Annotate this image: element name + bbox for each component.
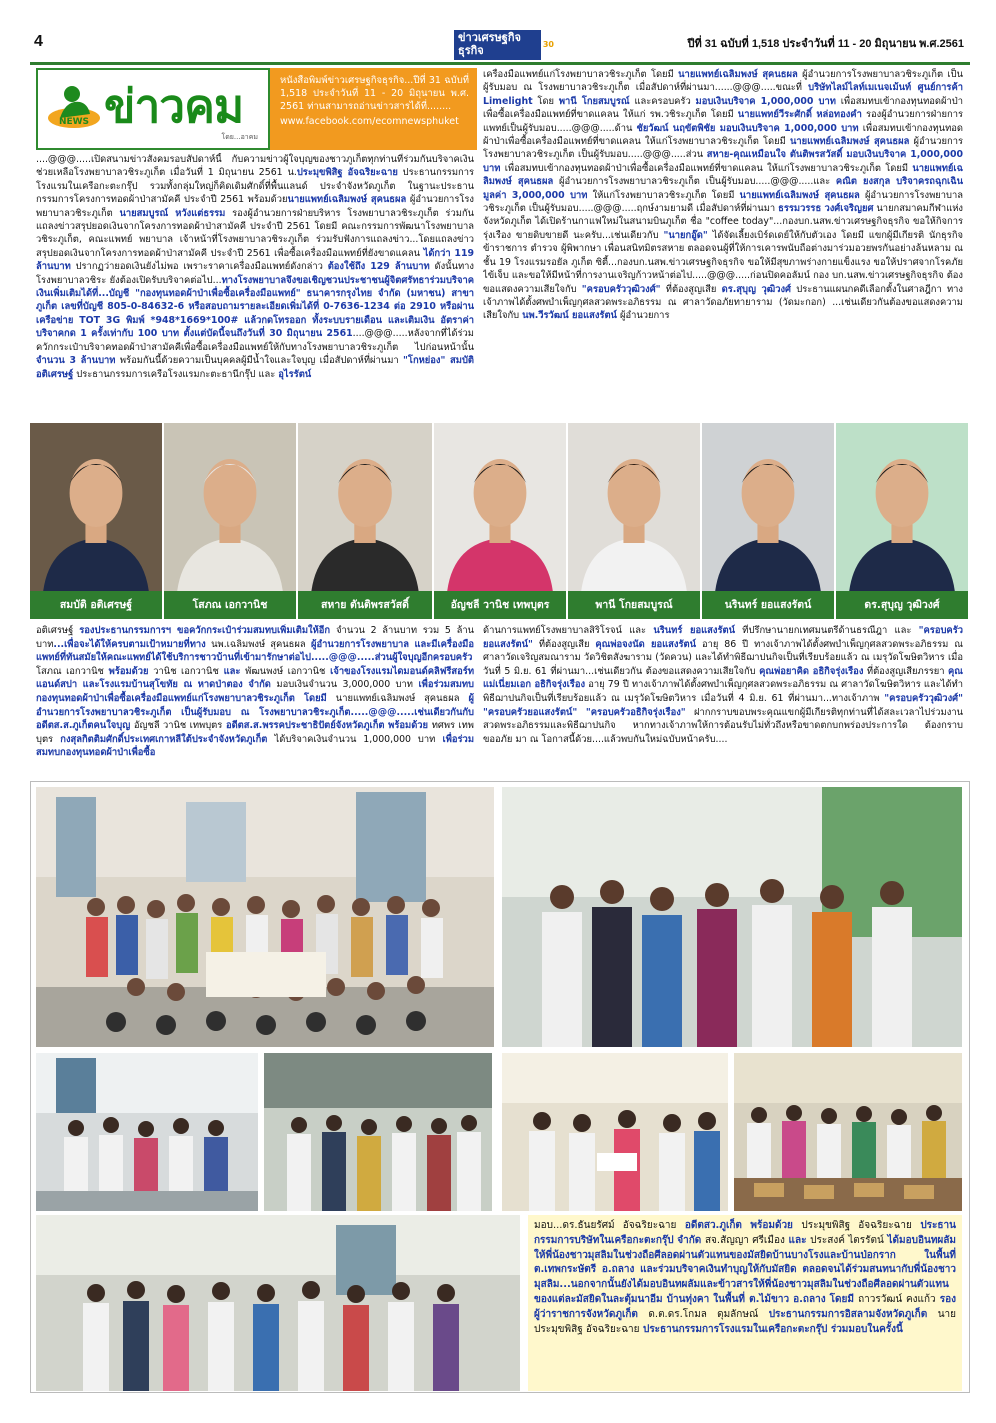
article-paragraph — [483, 68, 963, 323]
highlighted-name: ได้กว่า 119 ล้านบาท — [36, 247, 474, 273]
highlighted-name: และ — [784, 1234, 811, 1246]
promo-link[interactable]: www.facebook.com/ecomnewsphuket — [280, 115, 459, 127]
body-text: ที่ปรึกษานายกเทศมนตรีด้านธรณีฎา และ — [734, 625, 919, 636]
body-text: ที่ต้องสูญเสีย — [532, 638, 596, 650]
highlighted-name: มอบเงินบริจาค 1,000,000 บาท — [695, 95, 836, 107]
highlighted-name: ดร.สุบุญ วุฒิวงศ์ — [721, 283, 792, 295]
body-text: มอบเงินจำนวน 3,000,000 บาท — [276, 679, 413, 691]
portrait-photo — [702, 423, 834, 591]
highlighted-name: เพื่อร่วมสมทบกองทุนทอดผ้าป่าเพื่อซื้อ — [36, 733, 474, 759]
portrait-caption: พานี โกยสมบูรณ์ — [568, 591, 700, 619]
highlighted-name: ประธานกรรมการโรงแรมในเครือกะตะกรุ๊ป ร่วมมอบในครั้งนี้ — [639, 1323, 903, 1335]
article-paragraph — [483, 624, 963, 746]
portrait-caption: นรินทร์ ยอแสงรัตน์ — [702, 591, 834, 619]
body-text: ประมุขพิสิฐ อัจฉริยะฉาย — [801, 1220, 912, 1231]
promo-box — [270, 68, 477, 150]
page-number: 4 — [34, 33, 43, 50]
body-text: นายกสมาคมกีฬาแห่งจังหวัดภูเก็ต ได้เปิดร้านกาแฟใหม่ในสนามบินภูเก็ต ชื่อ "coffee today"...กองบก.นสพ.ข่าวเศรษฐกิจธุรกิจ ขอให้กิจการรุ่งเรือง ขายดิบขายดี นะครับ...เช่นเดียวกับ — [483, 203, 963, 241]
portrait-photo — [30, 423, 162, 591]
masthead-name: ข่าวเศรษฐกิจธุรกิจ — [454, 30, 541, 59]
body-text: วานิช เอกวานิช — [153, 665, 219, 677]
body-text: อายุ 86 ปี ทางเจ้าภาพได้ตั้งศพบำเพ็ญกุศลสวดพระอภิธรรม ณ ศาลาวัดเจริญสมณาราม วัดวิชิตสังฆาราม (วัดควน) และได้ทำพิธีฌาปนกิจเป็นที่เรียบร้อยแล้ว ณ เมรุวัดโฆษิตวิหาร เมื่อวันที่ 5 มิ.ย. 61 ที่ผ่านมา...เช่นเดียวกัน ต้องขอแสดงความเสียใจกับ — [483, 638, 963, 677]
svg-text:NEWS: NEWS — [58, 117, 90, 127]
highlighted-name: นายแพทย์เฉลิมพงษ์ สุคนธผล — [739, 189, 860, 201]
body-text: ถาวรวัฒน์ คงแก้ว — [858, 1293, 936, 1305]
body-text: นายประมุขพิสิฐ อัจฉริยะฉาย — [534, 1308, 957, 1335]
highlighted-name: "ครอบครัวยอแสงรัตน์" — [483, 625, 963, 650]
body-text: ให้แก่โรงพยาบาลวชิระภูเก็ต โดยมี — [587, 189, 740, 201]
lower-right-column — [483, 624, 963, 776]
body-text: ดังนั้นทางโรงพยาบาลวชิระ ยังต้องเปิดรับบริจาคต่อไป... — [36, 261, 474, 286]
photo-group-outdoor — [36, 1215, 520, 1391]
highlighted-name: อุไรรัตน์ — [278, 368, 312, 380]
photo-food-table — [734, 1053, 962, 1211]
photo-presentation-2 — [264, 1053, 492, 1211]
photo-handover — [502, 1053, 728, 1211]
highlighted-name: นายแพทย์วีระศักดิ์ หล่อทองคำ — [737, 109, 862, 121]
left-column — [36, 153, 474, 421]
highlighted-name: พานี โกยสมบูรณ์ — [558, 95, 630, 107]
highlighted-name: และ — [218, 665, 246, 677]
body-text: เพื่อสมทบเข้ากองทุนทอดผ้าป่าเพื่อซื้อเครื่องมือแพทย์ที่ขาดแคลน ให้แก่ รพ.วชิระภูเก็ต โดยมี — [483, 95, 963, 121]
highlighted-name: นายแพทย์เฉลิมพงษ์ สุคนธผล — [483, 162, 963, 188]
highlighted-name: ทางโรงพยาบาลจึงขอเชิญชวนประชาชนผู้จิตศรัทธาร่วมบริจาคเงินเพิ่มเติมได้ที่...บัญชี "กองทุนทอดผ้าป่าเพื่อซื้อเครื่องมือแพทย์" ธนาคารกรุงไทย จำกัด (มหาชน) สาขาภูเก็ต เลขที่บัญชี 805-0-84632-6 หรือสอบถามรายละเอียดเพิ่มได้ที่ 0-7636-1234 ต่อ 2910 หรือผ่านเครือข่าย TOT 3G พิมพ์ *948*1669*100# แล้วกดโทรออก ทั้งระบบรายเดือน และเติมเงิน อัตราค่าบริจาคกด 1 ครั้งเท่ากับ 100 บาท ตั้งแต่บัดนี้จนถึงวันที่ 30 มิถุนายน 2561 — [36, 274, 474, 340]
portrait-photo — [164, 423, 296, 591]
highlighted-name: จำนวน 3 ล้านบาท — [36, 355, 116, 367]
portrait-photo — [434, 423, 566, 591]
body-text: นพ.เฉลิมพงษ์ สุคนธผล — [211, 638, 306, 650]
portrait-caption: ดร.สุบุญ วุฒิวงศ์ — [836, 591, 968, 619]
article-paragraph — [534, 1219, 956, 1337]
column-logo-text: ข่าวคม — [104, 79, 244, 133]
body-text: ประธานกรรมการเครือโรงแรมกะตะธานีกรุ๊ป และ — [73, 368, 279, 380]
body-text: ประธานแผนกคดีเลือกตั้งในศาลฎีกา ทางเจ้าภาพได้ตั้งศพบำเพ็ญกุศลสวดพระอภิธรรม ณ ศาลาวัดอภัยทายาราม (วัดมะกอก) ...เช่นเดียวกันต้องขอแสดงความเสียใจกับ — [483, 283, 963, 322]
body-text: ปรากฏว่ายอดเงินยังไม่พอ เพราะราคาเครื่องมือแพทย์ดังกล่าว — [70, 261, 328, 273]
news-logo-icon — [46, 78, 102, 134]
highlighted-name: ชัยวัฒน์ นฤขัตพิชัย มอบเงินบริจาค 1,000,000 บาท — [636, 122, 859, 134]
lower-left-column — [36, 624, 474, 776]
column-logo — [36, 68, 270, 150]
body-text: โสภณ เอกวานิช — [36, 665, 104, 677]
column-logo-sub: โดย...อาคม — [221, 133, 258, 142]
body-text: ประสงค์ ไตรรัตน์ — [810, 1234, 884, 1246]
body-text: ผู้อำนวยการโรงพยาบาลวชิระภูเก็ต เป็นผู้รับมอบ.....@@@.....ฤกษ์งามยามดี เมื่อสัปดาห์ที่ผ่านมา — [483, 189, 963, 215]
photo-group-donation — [36, 787, 494, 1047]
highlighted-name: นายแพทย์เฉลิมพงษ์ สุคนธผล — [287, 194, 407, 206]
photo-caption — [528, 1215, 962, 1391]
body-text: เครื่องมือแพทย์แก่โรงพยาบาลวชิระภูเก็ต โดยมี — [483, 69, 679, 80]
body-text: ด.ต.ดร.โกมล ดุมลักษณ์ — [648, 1308, 759, 1320]
photo-presentation-1 — [36, 1053, 258, 1211]
body-text: และครอบครัว — [629, 95, 696, 107]
body-text: พร้อมกันนี้ด้วยความเป็นบุคคลผู้มีน้ำใจและใจบุญ เมื่อสัปดาห์ที่ผ่านมา — [115, 355, 404, 367]
body-text: ผู้อำนวยการ — [616, 310, 670, 322]
article-paragraph — [36, 624, 474, 760]
highlighted-name: สหาย-คุณเหมือนใจ ตันติพรสวัสดิ์ มอบเงินบริจาค 1,000,000 บาท — [483, 149, 963, 174]
highlighted-name: ได้มอบอินทผลัมให้พี่น้องชาวมุสลิมในช่วงถือศีลอดผ่านตัวแทนของมัสยิดบ้านบางโรงและบ้านป่อกราก ในพื้นที่ ต.เทพกระษัตรี อ.ถลาง และร่วมบริจาคเงินทำบุญให้กับมัสยิด ตลอดจนได้ร่วมสนทนากับพี่น้องชาวมุสลิม...นอกจากนั้นยังได้มอบอินทผลัมและข้าวสารให้พี่น้องชาวมุสลิมในช่วงถือศีลอดผ่านตัวแทนของแต่ละมัสยิดในละตุ้มนาอีม บ้านทุ่งคา ในพื้นที่ ต.ไม้ขาว อ.ถลาง โดยมี — [534, 1234, 957, 1305]
body-text: นายแพทย์เฉลิมพงษ์ สุคนธผล — [335, 692, 460, 704]
portrait-caption: สหาย ตันติพรสวัสดิ์ — [298, 591, 432, 619]
body-text: ได้บริจาคเงินจำนวน 1,000,000 บาท — [274, 733, 436, 745]
highlighted-name: "โกหย่อง" สมบัติ อติเศรษฐ์ — [36, 355, 474, 380]
highlighted-name: ประธานกรรมการบริษัทในเครือกะตะกรุ๊ป จำกัด — [534, 1220, 956, 1246]
highlighted-name: "ครอบครัววุฒิวงศ์" — [581, 283, 661, 295]
body-text: ผู้อำนวยการโรงพยาบาลวชิระภูเก็ต — [36, 194, 474, 219]
highlighted-name: ผู้อำนวยการโรงพยาบาล และมีเครื่องมือแพทย์ที่ทันสมัยให้คณะแพทย์ได้ใช้บริการชาวบ้านที่เข้ามารักษาต่อไป.....@@@.....ส่วนผู้ใจบุญอีกครอบครัว — [36, 638, 474, 664]
highlighted-name: รองประธานกรรมการฯ ขอควักกระเป๋าร่วมสมทบเพิ่มเติมให้อีก — [73, 625, 337, 636]
article-paragraph — [36, 153, 474, 381]
body-text: โดย — [532, 95, 559, 107]
highlighted-name: คุณพ่อจงนัด ยอแสงรัตน์ — [595, 638, 696, 650]
highlighted-name: "นายกอู๊ด" — [663, 229, 708, 241]
highlighted-name: ธรรมวรรธ วงศ์เจริญยศ — [778, 203, 874, 215]
highlighted-name: นรินทร์ ยอแสงรัตน์ — [653, 625, 735, 636]
highlighted-name: นายแพทย์เฉลิมพงษ์ สุคนธผล — [789, 136, 910, 148]
highlighted-name: ...เพื่อจะได้ให้ครบตามเป้าหมายที่ทาง — [53, 638, 212, 650]
portrait-card — [568, 423, 700, 619]
body-text: ....@@@.....หลังจากที่ได้ร่วมควักกระเป๋าบริจาคทอดผ้าป่าสามัคคีเพื่อซื้อเครื่องมือแพทย์ให้กับทางโรงพยาบาลวชิระภูเก็ต ไปก่อนหน้านั้น — [36, 328, 474, 353]
body-text: สจ.สัญญา ศรีเมือง — [704, 1234, 785, 1246]
body-text: ด้านการแพทย์โรงพยาบาลสิริโรจน์ และ — [483, 625, 654, 636]
promo-text: หนังสือพิมพ์ข่าวเศรษฐกิจธุรกิจ...ปีที่ 31 ฉบับที่ 1,518 ประจำวันที่ 11 - 20 มิถุนายน พ.ศ. 2561 ท่านสามารถอ่านข่าวสารได้ที่........ — [280, 75, 469, 113]
body-text: จำนวน 2 ล้านบาท รวม 5 ล้านบาท — [36, 625, 474, 650]
highlighted-name: รองผู้ว่าราชการจังหวัดภูเก็ต — [534, 1293, 956, 1320]
portrait-strip — [30, 423, 970, 619]
portrait-card — [298, 423, 432, 619]
body-text: รองผู้อำนวยการฝ่ายบริหาร โรงพยาบาลวชิระภูเก็ต ร่วมกันแถลงข่าวสรุปยอดเงินจากโครงการทอดผ้าป่าสามัคคี ประจำปี 2561 โดยมี คณะกรรมการพัฒนาโรงพยาบาลวชิระภูเก็ต, คณะแพทย์ พยาบาล เจ้าหน้าที่โรงพยาบาลวชิระภูเก็ต ร่วมรับฟังการแถลงข่าว...โดยแถลงข่าวสรุปยอดเงินจากโครงการทอดผ้าป่าสามัคคี ประจำปี 2561 เพื่อซื้อเครื่องมือแพทย์ที่ยังขาดแคลน — [36, 207, 474, 259]
highlighted-name: กงสุลกิตติมศักดิ์ประเทศเกาหลีใต้ประจำจังหวัดภูเก็ต — [53, 733, 275, 745]
highlighted-name: ประมุขพิสิฐ อัจฉริยะฉาย — [296, 167, 398, 179]
photo-muslim-community — [502, 787, 962, 1047]
portrait-card — [434, 423, 566, 619]
highlighted-name: เจ้าของโรงแรมไดมอนด์คลิฟรีสอร์ทแอนด์สปา และโรงแรมบ้านสุโขทัย ณ หาดป่าตอง จำกัด — [36, 665, 474, 691]
highlighted-name: อดีตสว.ภูเก็ต พร้อมด้วย — [676, 1220, 802, 1231]
body-text: อติเศรษฐ์ — [36, 625, 74, 636]
body-text: ที่ต้องสูญเสียภรรยา — [863, 665, 949, 677]
highlighted-name: พร้อมด้วย — [103, 665, 154, 677]
portrait-card — [836, 423, 968, 619]
portrait-caption: อัญชลี วานิช เทพบุตร — [434, 591, 566, 619]
body-text: ทศพร เทพบุตร — [36, 720, 474, 745]
body-text: อัญชลี วานิช เทพบุตร — [133, 720, 223, 732]
portrait-caption: โสภณ เอกวานิช — [164, 591, 296, 619]
portrait-photo — [568, 423, 700, 591]
issue-line: ปีที่ 31 ฉบับที่ 1,518 ประจำวันที่ 11 - 20 มิถุนายน พ.ศ.2561 — [687, 38, 964, 50]
highlighted-name: อดีตส.ส.พรรคประชาธิปัตย์จังหวัดภูเก็ต พร้อมด้วย — [222, 720, 432, 732]
highlighted-name: เพื่อร่วมสมทบกองทุนทอดผ้าป่าเพื่อซื้อเครื่องมือแพทย์แก่โรงพยาบาลวชิระภูเก็ต โดยมี — [36, 679, 474, 704]
portrait-caption: สมบัติ อติเศรษฐ์ — [30, 591, 162, 619]
portrait-card — [164, 423, 296, 619]
body-text: พัฒนพงษ์ เอกวานิช — [245, 665, 326, 677]
portrait-card — [30, 423, 162, 619]
masthead-badge: 30 — [542, 39, 554, 49]
portrait-card — [702, 423, 834, 619]
body-text: ผู้อำนวยการโรงพยาบาลวชิระภูเก็ต เป็นผู้รับมอบ.....@@@.....และ — [553, 176, 836, 188]
highlighted-name: นพ.วีรวัฒน์ ยอแสงรัตน์ — [522, 310, 617, 322]
body-text: ได้จัดเลี้ยงเบิร์ดเดย์ให้กับตัวเอง โดยมี แขกผู้มีเกียรติ นักธุรกิจ ข้าราชการ ตำรวจ ผู้พิพากษา เพื่อนสนิทมิตรสหาย ตลอดจนผู้ที่ให้การเคารพนับถือต่างมาร่วมอวยพรกันอย่างล้นหลาม ณ ชั้น 19 โรงแรมรอยัล ภูเก็ต ซิตี้...กองบก.นสพ.ข่าวเศรษฐกิจธุรกิจ ขอให้มีสุขภาพร่างกายแข็งแรง ขอให้ปราศจากโรคภัยไข้เจ็บ และขอให้มีหน้าที่การงานเจริญก้าวหน้าต่อไป.....@@@.....ก่อนปิดคอลัมน์ กอง บก.นสพ.ข่าวเศรษฐกิจธุรกิจ ต้องขอแสดงความเสียใจกับ — [483, 229, 963, 295]
body-text: เพื่อสมทบเข้ากองทุนทอดผ้าป่าเพื่อซื้อเครื่องมือแพทย์ที่ขาดแคลน ให้แก่โรงพยาบาลวชิระภูเก็ต โดยมี — [500, 162, 913, 174]
highlighted-name: คณิต ยงสกุล บริจาครถฉุกเฉิน มูลค่า 3,000,000 บาท — [483, 176, 963, 201]
body-text: ....@@@.....เปิดสนามข่าวสังคมรอบสัปดาห์นี้ กับความข่าวผู้ใจบุญของชาวภูเก็ตทุกท่านที่ร่วมกันบริจาคเงินช่วยเหลือโรงพยาบาลวชิระภูเก็ต เมื่อวันที่ 1 มิถุนายน 2561 น. — [36, 154, 474, 179]
right-column — [483, 68, 963, 421]
highlighted-name: คุณแม่เนี่ยมเอก อธิกิจรุ่งเรือง — [483, 665, 963, 691]
highlighted-name: คุณพ่อยาคิด อธิกิจรุ่งเรือง — [759, 665, 864, 677]
highlighted-name: บริษัทไลม์ไลท์เมเนจเม้นท์ ศูนย์การค้า Limelight — [483, 82, 963, 107]
body-text: ที่ต้องสูญเสีย — [660, 283, 722, 295]
page-header — [30, 32, 970, 62]
body-text: มอบ...ดร.ธันยรัศม์ อัจฉริยะฉาย — [534, 1220, 677, 1231]
header-rule — [30, 62, 970, 65]
body-text: ผู้อำนวยการโรงพยาบาลวชิระภูเก็ต เป็นผู้รับมอบ.....@@@.....ส่วน — [483, 136, 963, 161]
highlighted-name: ต้องใช้ถึง 129 ล้านบาท — [327, 261, 430, 273]
highlighted-name: นายแพทย์เฉลิมพงษ์ สุคนธผล — [678, 69, 798, 80]
highlighted-name: ผู้อำนวยการโรงพยาบาลวชิระภูเก็ต เป็นผู้รับมอบ ณ โรงพยาบาลวชิระภูเก็ต.....@@@.....เช่นเดียวกันกับ อดีตส.ส.ภูเก็ตคนใจบุญ — [36, 692, 474, 732]
body-text: ผู้อำนวยการโรงพยาบาลวชิระภูเก็ต เป็นผู้รับมอบ ณ โรงพยาบาลวชิระภูเก็ต เมื่อสัปดาห์ที่ผ่านมา......@@@.....ขณะที่ — [483, 69, 963, 94]
highlighted-name: นายสมบูรณ์ หวังแต่ธรรม — [119, 207, 226, 219]
body-text: อายุ 79 ปี ทางเจ้าภาพได้ตั้งศพบำเพ็ญกุศลสวดพระอภิธรรม ณ ศาลาวัดโฆษิตวิหาร และได้ทำพิธีฌาปนกิจเป็นที่เรียบร้อยแล้ว ณ เมรุวัดโฆษิตวิหาร เมื่อวันที่ 4 มิ.ย. 61 ที่ผ่านมา...ทางเจ้าภาพ — [483, 679, 963, 704]
body-text: ฝากกราบขอบพระคุณแขกผู้มีเกียรติทุกท่านที่ได้สละเวลาไปร่วมงานสวดพระอภิธรรมและพิธีฌาปนกิจ หากทางเจ้าภาพให้การต้อนรับไม่ทั่วถึงหรือขาดตกบกพร่องประการใด ต้องกราบขออภัย มา ณ โอกาสนี้ด้วย....แล้วพบกันใหม่ฉบับหน้าครับ.... — [483, 706, 963, 745]
highlighted-name: "ครอบครัววุฒิวงศ์" "ครอบครัวยอแสงรัตน์" "ครอบครัวอธิกิจรุ่งเรือง" — [483, 692, 963, 718]
masthead — [454, 32, 554, 58]
portrait-photo — [836, 423, 968, 591]
body-text: รองผู้อำนวยการฝ่ายการแพทย์เป็นผู้รับมอบ.....@@@.....ด้าน — [483, 109, 963, 134]
body-text: ประธานกรรมการโรงแรมในเครือกะตะกรุ๊ป รวมทั้งกลุ่มใหญ่ก็คิดเดิมศักดิ์ที่พื้นแลนด์ ประจำจังหวัดภูเก็ต ในฐานะประธานกรรมการโครงการทอดผ้าป่าสามัคคี ประจำปี 2561 พร้อมด้วย — [36, 167, 474, 206]
highlighted-name: ประธานกรรมการอิสลามจังหวัดภูเก็ต — [758, 1308, 938, 1320]
portrait-photo — [298, 423, 432, 591]
body-text: เพื่อสมทบเข้ากองทุนทอดผ้าป่าเพื่อซื้อเครื่องมือแพทย์ที่ขาดแคลน ให้แก่โรงพยาบาลวชิระภูเก็ต โดยมี — [483, 122, 963, 148]
